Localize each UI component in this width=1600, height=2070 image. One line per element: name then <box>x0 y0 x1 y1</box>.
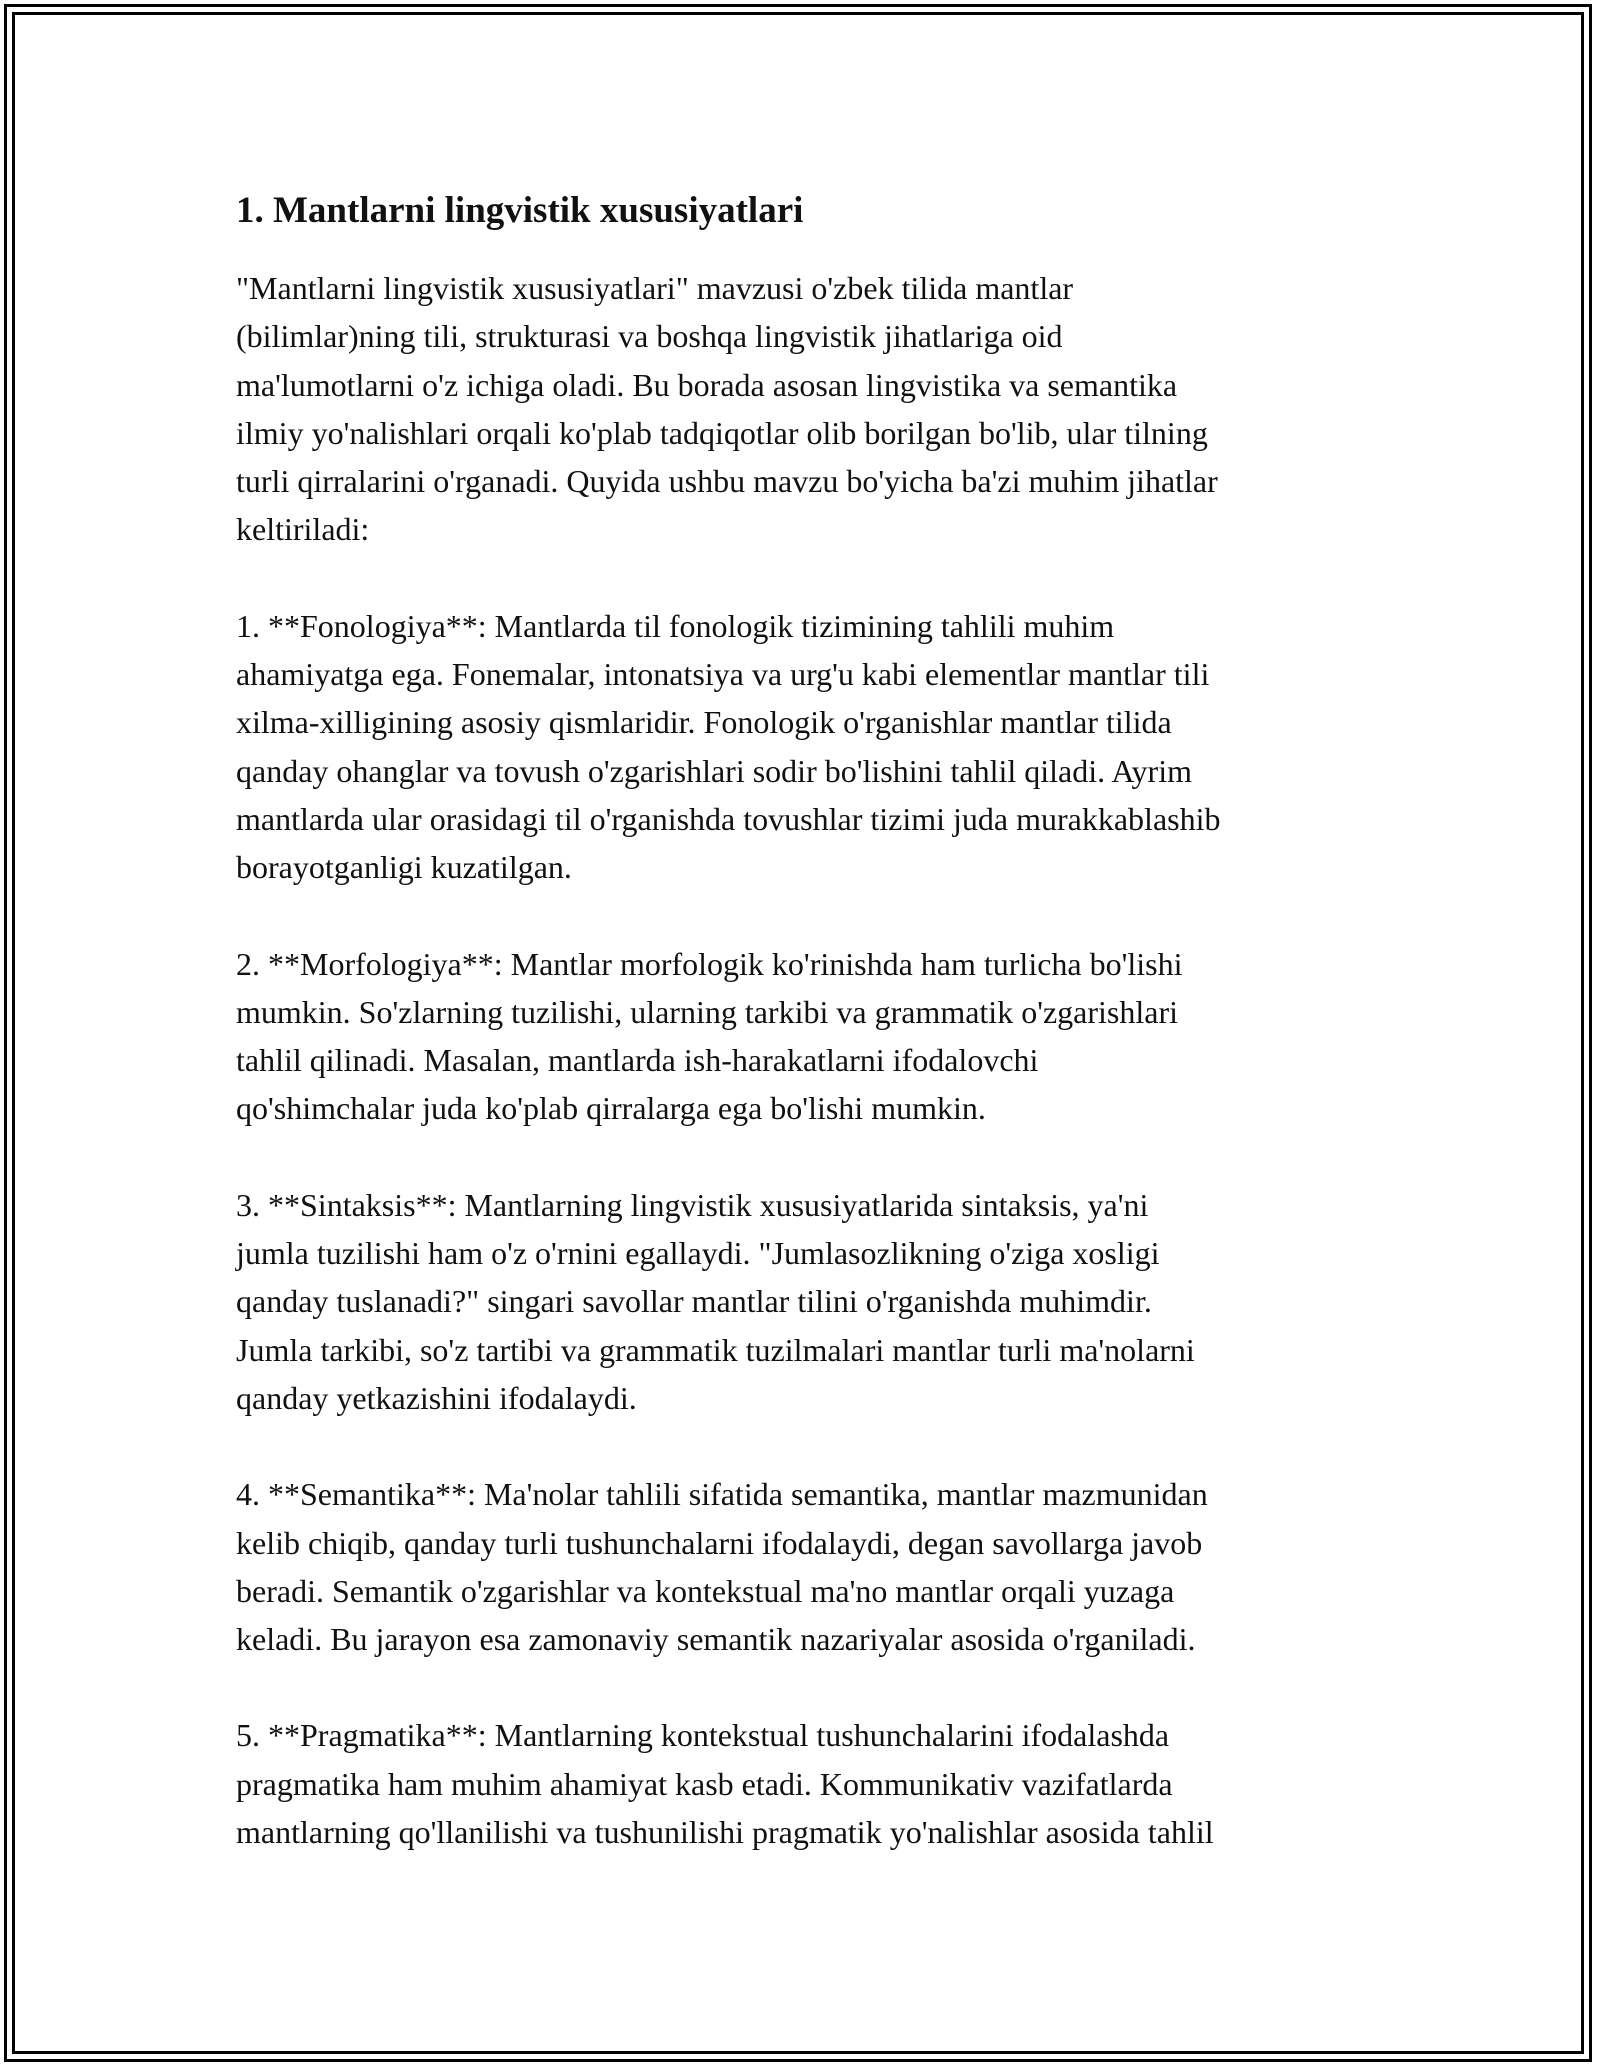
text-line: qanday yetkazishini ifodalaydi. <box>236 1379 637 1416</box>
text-line: pragmatika ham muhim ahamiyat kasb etadi. Kommunikativ vazifatlarda <box>236 1765 1173 1802</box>
paragraph-6 <box>236 1711 1386 1856</box>
paragraph-2 <box>236 602 1386 892</box>
text-line: kelib chiqib, qanday turli tushunchalarni ifodalaydi, degan savollarga javob <box>236 1524 1203 1561</box>
text-line: Jumla tarkibi, so'z tartibi va grammatik tuzilmalari mantlar turli ma'nolarni <box>236 1331 1195 1368</box>
text-line: (bilimlar)ning tili, strukturasi va boshqa lingvistik jihatlariga oid <box>236 318 1063 355</box>
document-title: 1. Mantlarni lingvistik xususiyatlari <box>236 190 804 231</box>
text-line: ahamiyatga ega. Fonemalar, intonatsiya va urg'u kabi elementlar mantlar tili <box>236 656 1210 693</box>
text-line: turli qirralarini o'rganadi. Quyida ushbu mavzu bo'yicha ba'zi muhim jihatlar <box>236 463 1218 500</box>
document-body <box>236 186 1386 1904</box>
text-line: qo'shimchalar juda ko'plab qirralarga ega bo'lishi mumkin. <box>236 1090 986 1127</box>
text-line: 2. **Morfologiya**: Mantlar morfologik ko'rinishda ham turlicha bo'lishi <box>236 945 1183 982</box>
text-line: mantlarning qo'llanilishi va tushunilishi pragmatik yo'nalishlar asosida tahlil <box>236 1814 1214 1851</box>
paragraph-1 <box>236 264 1386 554</box>
text-line: borayotganligi kuzatilgan. <box>236 849 572 886</box>
text-line: jumla tuzilishi ham o'z o'rnini egallaydi. "Jumlasozlikning o'ziga xosligi <box>236 1235 1160 1272</box>
text-line: 4. **Semantika**: Ma'nolar tahlili sifatida semantika, mantlar mazmunidan <box>236 1476 1208 1513</box>
text-line: keltiriladi: <box>236 511 370 548</box>
text-line: mantlarda ular orasidagi til o'rganishda tovushlar tizimi juda murakkablashib <box>236 800 1221 837</box>
text-line: "Mantlarni lingvistik xususiyatlari" mavzusi o'zbek tilida mantlar <box>236 270 1074 306</box>
paragraph-3 <box>236 940 1386 1133</box>
text-line: keladi. Bu jarayon esa zamonaviy semantik nazariyalar asosida o'rganiladi. <box>236 1621 1196 1658</box>
text-line: tahlil qilinadi. Masalan, mantlarda ish-harakatlarni ifodalovchi <box>236 1042 1039 1079</box>
paragraph-4 <box>236 1181 1386 1422</box>
text-line: 1. **Fonologiya**: Mantlarda til fonologik tizimining tahlili muhim <box>236 607 1115 644</box>
text-line: xilma-xilligining asosiy qismlaridir. Fonologik o'rganishlar mantlar tilida <box>236 704 1172 741</box>
text-line: qanday tuslanadi?" singari savollar mantlar tilini o'rganishda muhimdir. <box>236 1283 1152 1320</box>
text-line: 3. **Sintaksis**: Mantlarning lingvistik xususiyatlarida sintaksis, ya'ni <box>236 1186 1149 1223</box>
text-line: mumkin. So'zlarning tuzilishi, ularning tarkibi va grammatik o'zgarishlari <box>236 993 1178 1030</box>
text-line: beradi. Semantik o'zgarishlar va kontekstual ma'no mantlar orqali yuzaga <box>236 1572 1175 1609</box>
paragraph-5 <box>236 1470 1386 1663</box>
text-line: qanday ohanglar va tovush o'zgarishlari sodir bo'lishini tahlil qiladi. Ayrim <box>236 752 1192 789</box>
text-line: ma'lumotlarni o'z ichiga oladi. Bu borada asosan lingvistika va semantika <box>236 366 1178 403</box>
text-line: ilmiy yo'nalishlari orqali ko'plab tadqiqotlar olib borilgan bo'lib, ular tilning <box>236 414 1208 451</box>
text-line: 5. **Pragmatika**: Mantlarning kontekstual tushunchalarini ifodalashda <box>236 1717 1170 1754</box>
paragraph-list <box>236 264 1386 1856</box>
